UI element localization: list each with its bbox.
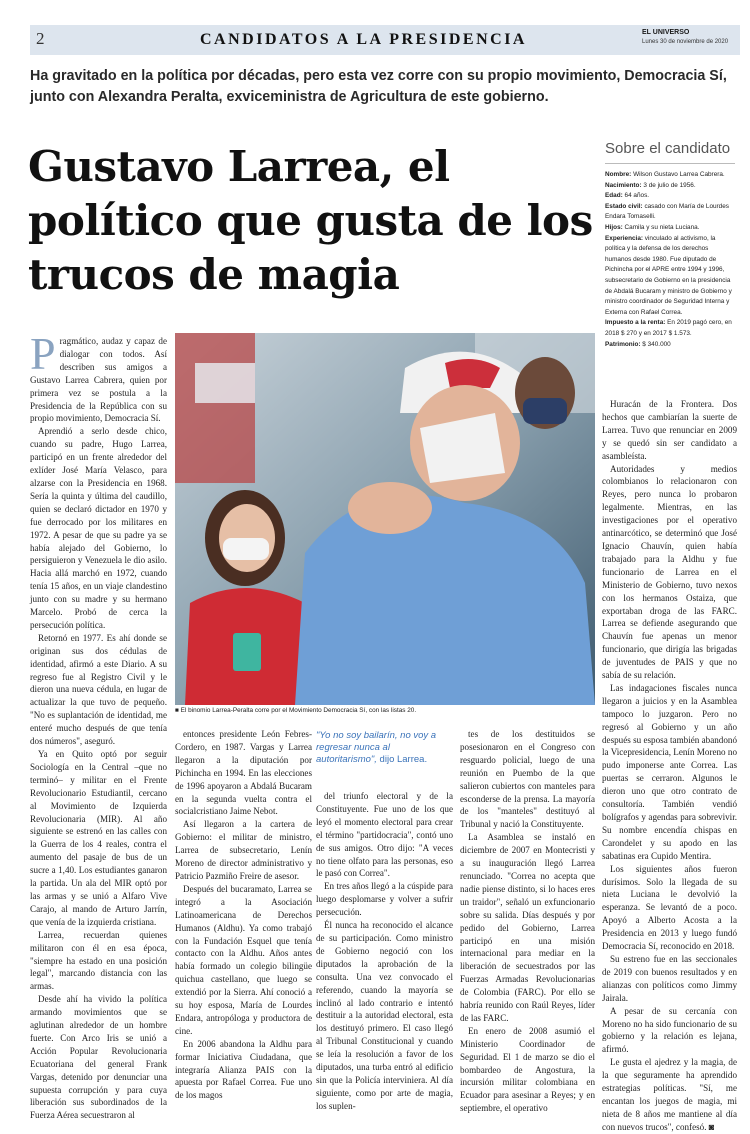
article-deck: Ha gravitado en la política por décadas, pero esta vez corre con su propio movimiento, Democracia Sí, junto con Alexandra Peralta, exviceministra de Agricultura de este gobierno. [30, 68, 727, 105]
photo-caption: ■ El binomio Larrea-Peralta corre por el Movimiento Democracia Sí, con las listas 20. [175, 707, 417, 714]
photo-illustration [175, 333, 595, 705]
body-column-5: Huracán de la Frontera. Dos hechos que cambiarían la suerte de Larrea. Tuvo que renunciar en 2009 y se quedó sin ser candidato a asambleísta. Autoridades y medios colombianos lo relacionaron con Reyes, pero nunca lo probaron legalmente. Mientras, en las investigaciones por el operativo antinarcótico, se determinó que José Ignacio Chauvín, quien había trabajado para la Aldhu y fue funcionario de Larrea en el Ministerio de Gobierno, tuvo nexos con los hermanos Ostaiza, que exportaban droga de las FARC. Larrea se defiende asegurando que Chauvín fue apenas un menor funcionario, que dirigía las brigadas de juventudes de PAIS y que no sabía de su relación. Las indagaciones fiscales nunca llegaron a juicios y en la Asamblea tampoco lo juzgaron. Pero no regresó al Gobierno y un año después su esposa también abandonó la Vicepresidencia, Lenín Moreno no pudo imponerse ante Correa. Las puertas se cerraron. Algunos le dieron uno que otro contrato de consultoría. También vendió bolígrafos y agendas para sobrevivir. Su nombre encendía chispas en Carondelet y su apodo en las sabatinas era Cupido Mentira. Los siguientes años fueron durísimos. Solo la llegada de su nieta Luciana le devolvió la esperanza. Se levantó de a poco. Apoyó a Alberto Acosta a la Presidencia en 2013 y luego fundó Democracia Sí, reconocido en 2018. Su estreno fue en las seccionales de 2019 con buenos resultados y en alianzas con políticos como Jimmy Jairala. A pesar de su cercanía con Moreno no ha sido funcionario de su gobierno y la relación es lejana, afirmó. Le gusta el ajedrez y la magia, de la que seguramente ha aprendido estrategias políticas. "Sí, me encantan los juegos de magia, mi nieta de 8 años me mantiene al día con nuevos trucos", confesó. ◙ [602, 399, 737, 1132]
fact-item: Experiencia: vinculado al activismo, la política y la defensa de los derechos humanos desde 1980. Fue diputado de Pichincha por el APRE entre 1994 y 1996, subsecretario de Gobierno en la presidencia de Abdalá Bucaram y ministro de Gobierno y ministro coordinador de Seguridad Interna y Externa con Rafael Correa. [605, 234, 732, 316]
newspaper-logo: EL UNIVERSO [642, 29, 690, 36]
pull-quote: "Yo no soy bailarín, no voy a regresar nunca al autoritarismo", dijo Larrea. [316, 730, 437, 765]
candidate-facts [605, 170, 735, 350]
fact-item: Nombre: Wilson Gustavo Larrea Cabrera. [605, 171, 725, 178]
article-headline: Gustavo Larrea, el político que gusta de los trucos de magia [28, 142, 593, 299]
fact-item: Patrimonio: $ 340.000 [605, 340, 671, 348]
sidebar-title: Sobre el candidato [605, 140, 735, 164]
page-number: 2 [36, 29, 45, 48]
body-column-2: entonces presidente León Febres-Cordero, en 1987. Vargas y Larrea llegaron a la diputación por Pichincha en 1994. En las elecciones de 1996 apoyaron a Abdalá Bucaram en la segunda vuelta contra el socialcristiano Jaime Nebot. Así llegaron a la cartera de Gobierno: el militar de ministro, Larrea de subsecretario, Lenín Moreno de director administrativo y Patricio Pazmiño Freire de asesor. Después del bucaramato, Larrea se integró a la Asociación Latinoamericana de Derechos Humanos (Aldhu). Ya como trabajó con la Fundación Esquel que tenía contacto con la Aldhu. Años antes había formado un colegio bilingüe quichua castellano, que luego se extendió por la Sierra. Ahí conoció a su hoy esposa, María de Lourdes Endara, antropóloga y productora de cine. En 2006 abandona la Aldhu para formar Iniciativa Ciudadana, que integraría Alianza PAIS con la apuesta por Rafael Correa. Fue uno de los magos [175, 729, 312, 1101]
fact-item: Estado civil: casado con María de Lourdes Endara Tomaselli. [605, 202, 729, 221]
section-header [30, 25, 740, 55]
issue-date: Lunes 30 de noviembre de 2020 [642, 39, 729, 45]
body-column-3: del triunfo electoral y de la Constituyente. Fue uno de los que leyó el momento electoral para crear el término "partidocracia", contó uno de sus amigos. Otro dijo: "A veces no tiene olfato para las personas, eso le pasó con Correa". En tres años llegó a la cúspide para luego desplomarse y volver a sufrir persecución. Él nunca ha reconocido el alcance de su participación. Como ministro de Gobierno negoció con los diputados la aprobación de la consulta. Una vez convocado el referendo, cuando la mayoría se inclinó al lado contrario e intentó destituir a la autoridad electoral, esta los destituyó primero. El caso llegó al Tribunal Constitucional y cuando se leía la resolución a favor de los diputados, una turba entró al edificio sin que la Policía interviniera. Al día siguiente, como por arte de magia, los suplen- [316, 791, 453, 1111]
fact-item: Hijos: Camila y su nieta Luciana. [605, 223, 700, 231]
fact-item: Impuesto a la renta: En 2019 pagó cero, en 2018 $ 270 y en 2017 $ 1.573. [605, 319, 732, 337]
fact-item: Nacimiento: 3 de julio de 1956. [605, 181, 696, 189]
section-title: CANDIDATOS A LA PRESIDENCIA [200, 31, 527, 48]
body-column-4: tes de los destituidos se posesionaron en el Congreso con resguardo policial, luego de una reunión en Puembo de la que salieron cubiertos con manteles para esconderse de la prensa. La mayoría de los "manteles" destituyó al Tribunal y nació la Constituyente. La Asamblea se instaló en diciembre de 2007 en Montecristi y a su inauguración llegó Larrea renunciado. "Correa no acepta que nadie piense distinto, si lo haces eres un traidor", señaló un exfuncionario sobre su salida. Días después y por pedido del Gobierno, Larrea participó en una misión internacional para mediar en la liberación de secuestrados por las Fuerzas Armadas Revolucionarias de Colombia (FARC). Por ello se habría reunido con Raúl Reyes, líder de las FARC. En enero de 2008 asumió el Ministerio Coordinador de Seguridad. El 1 de marzo se dio el bombardeo de Angostura, la incursión militar colombiana en Ecuador para asesinar a Reyes; y en septiembre, el operativo [460, 729, 595, 1114]
body-column-1: Pragmático, audaz y capaz de dialogar con todos. Así describen sus amigos a Gustavo Larrea Cabrera, quien por primera vez se postula a la Presidencia de la República con su propio movimiento, Democracia Sí. Aprendió a serlo desde chico, cuando su padre, Hugo Larrea, participó en un frente alrededor del exlíder José María Velasco, para alzarse con la Presidencia en 1968. Sería la quinta y última del caudillo, quien se declaró dictador en 1970 y fue derrocado por los militares en 1972. A pesar de que su padre ya se había alejado del Gobierno, lo persiguieron y Venezuela le dio asilo. Hacia allá marchó en 1972, cuando tenía 15 años, en un viaje clandestino junto con su madre y su hermano Marcelo. Probó de cerca la persecución política. Retornó en 1977. Es ahí donde se originan sus dos cédulas de identidad, afirmó a este Diario. A su regreso fue al Registro Civil y le dieron una nueva cédula, en lugar de actualizar la que tuvo de pequeño. "No es suplantación de identidad, me enteré mucho después de que tenía dos números", aseguró. Ya en Quito optó por seguir Sociología en la Central –que no terminó– y militar en el Frente Revolucionario Estudiantil, cercano al Movimiento de Izquierda Revolucionaria (MIR). Al año siguiente se estrenó en las calles con la Guerra de los 4 reales, contra el aumento del pasaje de bus de un sucre a 1,40. Los estudiantes ganaron la partida. Un ala del MIR optó por las armas y se unió a Alfaro Vive Carajo, al mando de Arturo Jarrín, que venía de la izquierda cristiana. Larrea, recuerdan quienes militaron con él en esa época, "siempre ha estado en una posición legal", marcando distancia con las armas. Desde ahí ha vivido la política armando movimientos que se aglutinan alrededor de un hombre fuerte. Con Arco Iris se unió a Acción Popular Revolucionaria Ecuatoriana del general Frank Vargas, detenido por denunciar una supuesta corrupción y para cuya liberación sus subordinados de la Fuerza Aérea secuestraron al [30, 328, 167, 1121]
drop-cap: P [30, 328, 56, 379]
fact-item: Edad: 64 años. [605, 192, 650, 200]
candidate-photo [175, 333, 595, 705]
